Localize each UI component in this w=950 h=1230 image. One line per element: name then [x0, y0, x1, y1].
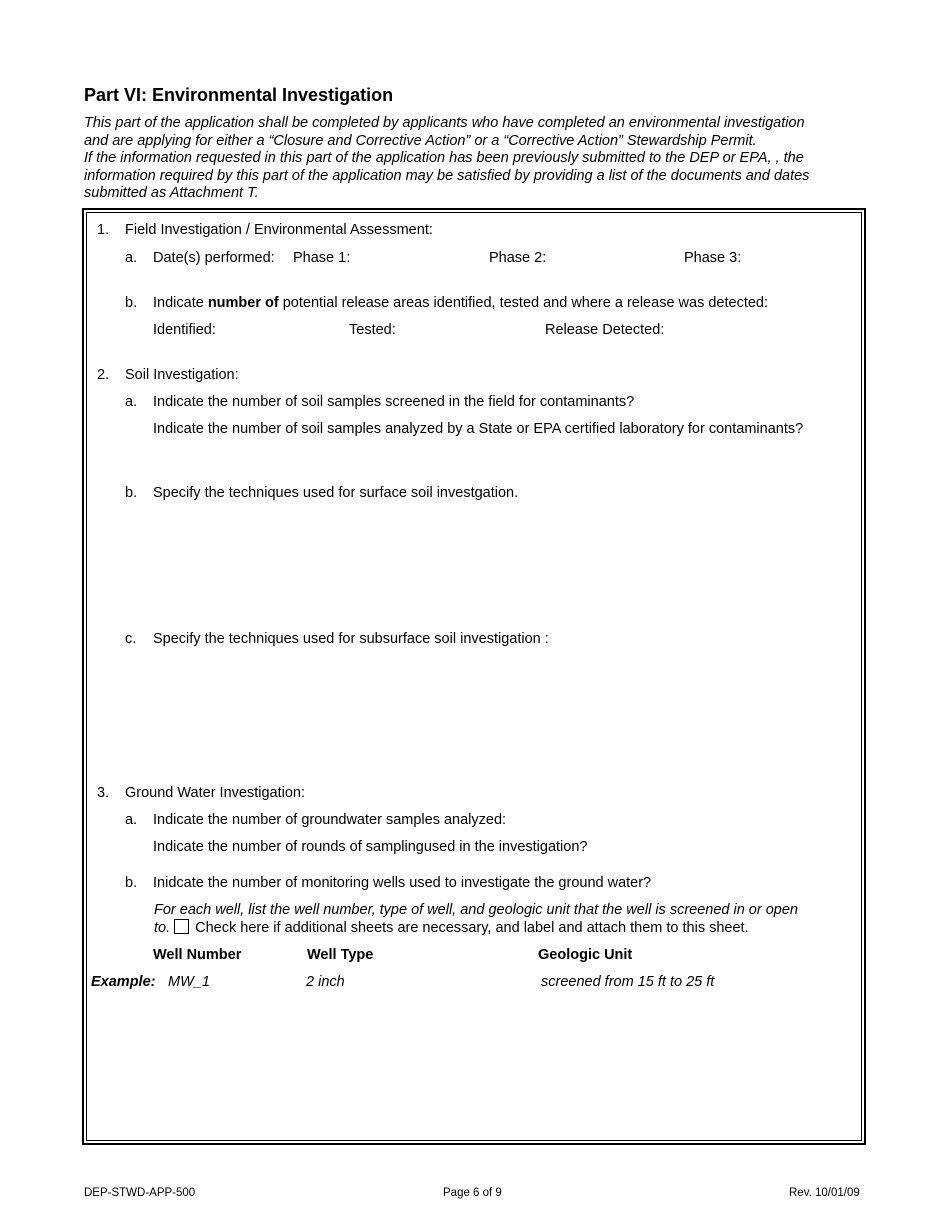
footer-form-id: DEP-STWD-APP-500 [84, 1187, 196, 1199]
sampling-rounds-field[interactable]: Indicate the number of rounds of samplingused in the investigation? [153, 839, 588, 855]
release-areas-question-post: potential release areas identified, tested and where a release was detected: [278, 295, 769, 311]
item-1b-letter: b. [125, 295, 138, 311]
footer-page-number: Page 6 of 9 [443, 1187, 502, 1199]
item-3b-letter: b. [125, 875, 138, 891]
section-2-number: 2. [97, 367, 110, 383]
section-3-number: 3. [97, 785, 110, 801]
well-list-instructions-end: to. [154, 920, 171, 936]
phase-1-field[interactable]: Phase 1: [293, 250, 351, 266]
monitoring-wells-field[interactable]: Inidcate the number of monitoring wells used to investigate the ground water? [153, 875, 652, 891]
example-well-type: 2 inch [306, 974, 345, 990]
additional-sheets-checkbox[interactable] [174, 919, 189, 934]
intro-paragraph [84, 115, 874, 203]
release-areas-question [153, 295, 768, 312]
section-1-title: Field Investigation / Environmental Assessment: [125, 222, 433, 238]
release-areas-question-pre: Indicate [153, 295, 208, 311]
example-well-number: MW_1 [168, 974, 210, 990]
additional-sheets-line [154, 919, 749, 937]
soil-samples-analyzed-field[interactable]: Indicate the number of soil samples analyzed by a State or EPA certified laboratory for contaminants? [153, 421, 804, 437]
release-areas-question-bold: number of [207, 295, 279, 311]
intro-line: information required by this part of the application may be satisfied by providing a list of the documents and dates [84, 167, 810, 184]
section-2-title: Soil Investigation: [125, 367, 239, 383]
item-2b-letter: b. [125, 485, 138, 501]
col-header-well-number: Well Number [153, 947, 242, 963]
intro-line: If the information requested in this part of the application has been previously submitted to the DEP or EPA, , the [84, 150, 804, 166]
page-title: Part VI: Environmental Investigation [84, 85, 394, 105]
section-1-number: 1. [97, 222, 110, 238]
release-detected-field[interactable]: Release Detected: [545, 322, 665, 338]
intro-line: submitted as Attachment T. [84, 185, 259, 201]
item-1a-letter: a. [125, 250, 138, 266]
item-2c-letter: c. [125, 631, 137, 647]
col-header-well-type: Well Type [307, 947, 374, 963]
tested-field[interactable]: Tested: [349, 322, 396, 338]
item-3a-letter: a. [125, 812, 138, 828]
intro-line: and are applying for either a “Closure and Corrective Action” or a “Corrective Action” Stewardship Permit. [84, 132, 757, 149]
example-geologic-unit: screened from 15 ft to 25 ft [541, 974, 715, 990]
soil-samples-screened-field[interactable]: Indicate the number of soil samples screened in the field for contaminants? [153, 394, 635, 410]
identified-field[interactable]: Identified: [153, 322, 216, 338]
form-border-inner [86, 212, 862, 1141]
dates-performed-label: Date(s) performed: [153, 250, 275, 266]
additional-sheets-label: Check here if additional sheets are necessary, and label and attach them to this sheet. [195, 920, 749, 936]
col-header-geologic-unit: Geologic Unit [538, 947, 633, 963]
phase-2-field[interactable]: Phase 2: [489, 250, 547, 266]
example-label: Example: [91, 974, 156, 990]
groundwater-samples-field[interactable]: Indicate the number of groundwater samples analyzed: [153, 812, 507, 828]
subsurface-soil-techniques-field[interactable]: Specify the techniques used for subsurface soil investigation : [153, 631, 549, 647]
surface-soil-techniques-field[interactable]: Specify the techniques used for surface soil investgation. [153, 485, 519, 501]
item-2a-letter: a. [125, 394, 138, 410]
footer-revision: Rev. 10/01/09 [789, 1187, 860, 1199]
intro-line: This part of the application shall be completed by applicants who have completed an environmental investigation [84, 115, 805, 131]
phase-3-field[interactable]: Phase 3: [684, 250, 742, 266]
section-3-title: Ground Water Investigation: [125, 785, 305, 801]
well-list-instructions: For each well, list the well number, type of well, and geologic unit that the well is screened in or open [154, 902, 798, 918]
